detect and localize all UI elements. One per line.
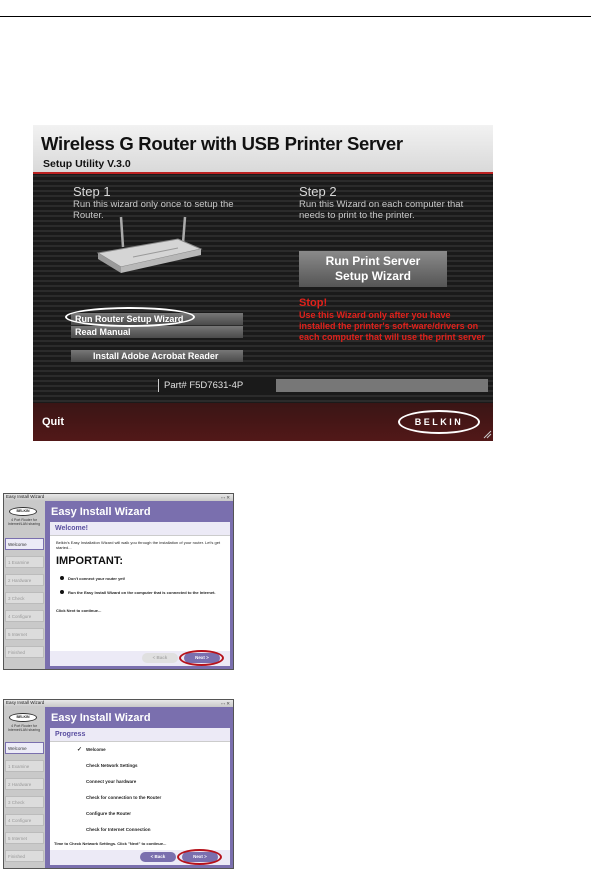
sidebar-item-configure: 4 Configure [5,610,44,622]
panel-title: Welcome! [50,522,230,536]
continue-text: Click Next to continue... [56,608,102,613]
quit-button[interactable]: Quit [42,416,64,428]
router-image [93,215,203,275]
sidebar-item-hardware: 2 Hardware [5,574,44,586]
print-server-label-1: Run Print Server [325,254,421,268]
wizard2-sidebar [4,707,45,868]
wizard1-titlebar-text: Easy Install Wizard [6,494,45,499]
wizard-welcome-window [3,493,234,670]
window-controls-icon[interactable]: ▫▫✕ [221,701,231,706]
setup-utility-window [33,125,493,441]
progress-step-connection: Check for connection to the Router [86,795,162,800]
setup-footer [33,403,493,441]
sidebar-item-finished: Finished [5,850,44,862]
sidebar-item-internet: 5 Internet [5,832,44,844]
install-acrobat-button[interactable]: Install Adobe Acrobat Reader [71,350,243,362]
sidebar-item-examine: 1 Examine [5,556,44,568]
sidebar-item-configure: 4 Configure [5,814,44,826]
intro-text: Belkin's Easy Installation Wizard will walk you through the installation of your router. Let's get started... [56,540,221,550]
setup-subtitle: Setup Utility V.3.0 [43,158,131,170]
wizard2-button-row [50,850,230,865]
progress-step-configure: Configure the Router [86,811,131,816]
progress-step-welcome: Welcome [86,747,106,752]
read-manual-button[interactable]: Read Manual [71,326,243,338]
stop-text: Use this Wizard only after you have installed the printer's soft-ware/drivers on each computer that will use the print server [299,310,486,342]
next-button[interactable]: Next > [182,852,218,862]
print-server-label-2: Setup Wizard [335,269,411,283]
continue-text: Time to Check Network Settings. Click "Next" to continue... [54,841,167,846]
wizard2-header [45,707,233,728]
run-router-setup-wizard-button[interactable]: Run Router Setup Wizard [71,313,243,325]
check-icon: ✓ [77,747,83,753]
bullet-text-2: Run the Easy Install Wizard on the computer that is connected to the Internet. [68,590,216,595]
progress-step-hardware: Connect your hardware [86,779,137,784]
sidebar-item-hardware: 2 Hardware [5,778,44,790]
resize-grip-icon[interactable] [483,430,492,439]
belkin-logo: BELKIN [9,713,37,722]
back-button[interactable]: < Back [140,852,176,862]
wizard2-panel [50,728,230,865]
step1-text: Run this wizard only once to setup the Router. [73,199,234,221]
step1-heading: Step 1 [73,184,111,199]
important-heading: IMPORTANT: [56,555,124,567]
bullet-icon [60,576,64,580]
sidebar-item-check: 3 Check [5,592,44,604]
logo-caption: 4 Port Router for Internet/LAN sharing [7,518,41,526]
progress-step-internet: Check for Internet Connection [86,827,151,832]
setup-body [33,175,493,403]
step2-heading: Step 2 [299,184,337,199]
sidebar-item-welcome: Welcome [5,538,44,550]
stop-heading: Stop! [299,297,328,309]
belkin-logo: BELKIN [398,410,480,434]
sidebar-item-internet: 5 Internet [5,628,44,640]
wizard2-titlebar [4,700,233,707]
next-highlight-ring [177,849,222,865]
progress-step-network: Check Network Settings [86,763,138,768]
sidebar-item-finished: Finished [5,646,44,658]
wizard1-sidebar [4,501,45,669]
sidebar-item-check: 3 Check [5,796,44,808]
wizard-progress-window [3,699,234,869]
sidebar-item-examine: 1 Examine [5,760,44,772]
wizard1-button-row [50,651,230,666]
highlight-oval [65,307,195,327]
part-number: Part# F5D7631-4P [158,379,276,392]
page-top-rule [0,16,591,17]
belkin-logo: BELKIN [9,507,37,516]
step2-text: Run this Wizard on each computer that needs to print to the printer. [299,199,464,221]
back-button[interactable]: < Back [142,653,178,663]
wizard2-header-title: Easy Install Wizard [51,712,151,724]
bullet-icon [60,590,64,594]
wizard1-panel [50,522,230,666]
bullet-text-1: Don't connect your router yet! [68,576,126,581]
logo-caption: 4 Port Router for Internet/LAN sharing [7,724,41,732]
run-print-server-wizard-button[interactable] [299,251,447,287]
next-highlight-ring [179,650,224,666]
sidebar-item-welcome: Welcome [5,742,44,754]
wizard2-titlebar-text: Easy Install Wizard [6,700,45,705]
panel-title: Progress [50,728,230,742]
next-button[interactable]: Next > [184,653,220,663]
setup-header [33,125,493,174]
window-controls-icon[interactable]: ▫▫✕ [221,495,231,500]
wizard1-header [45,501,233,522]
setup-title: Wireless G Router with USB Printer Server [41,133,403,154]
wizard1-header-title: Easy Install Wizard [51,506,151,518]
wizard1-titlebar [4,494,233,501]
